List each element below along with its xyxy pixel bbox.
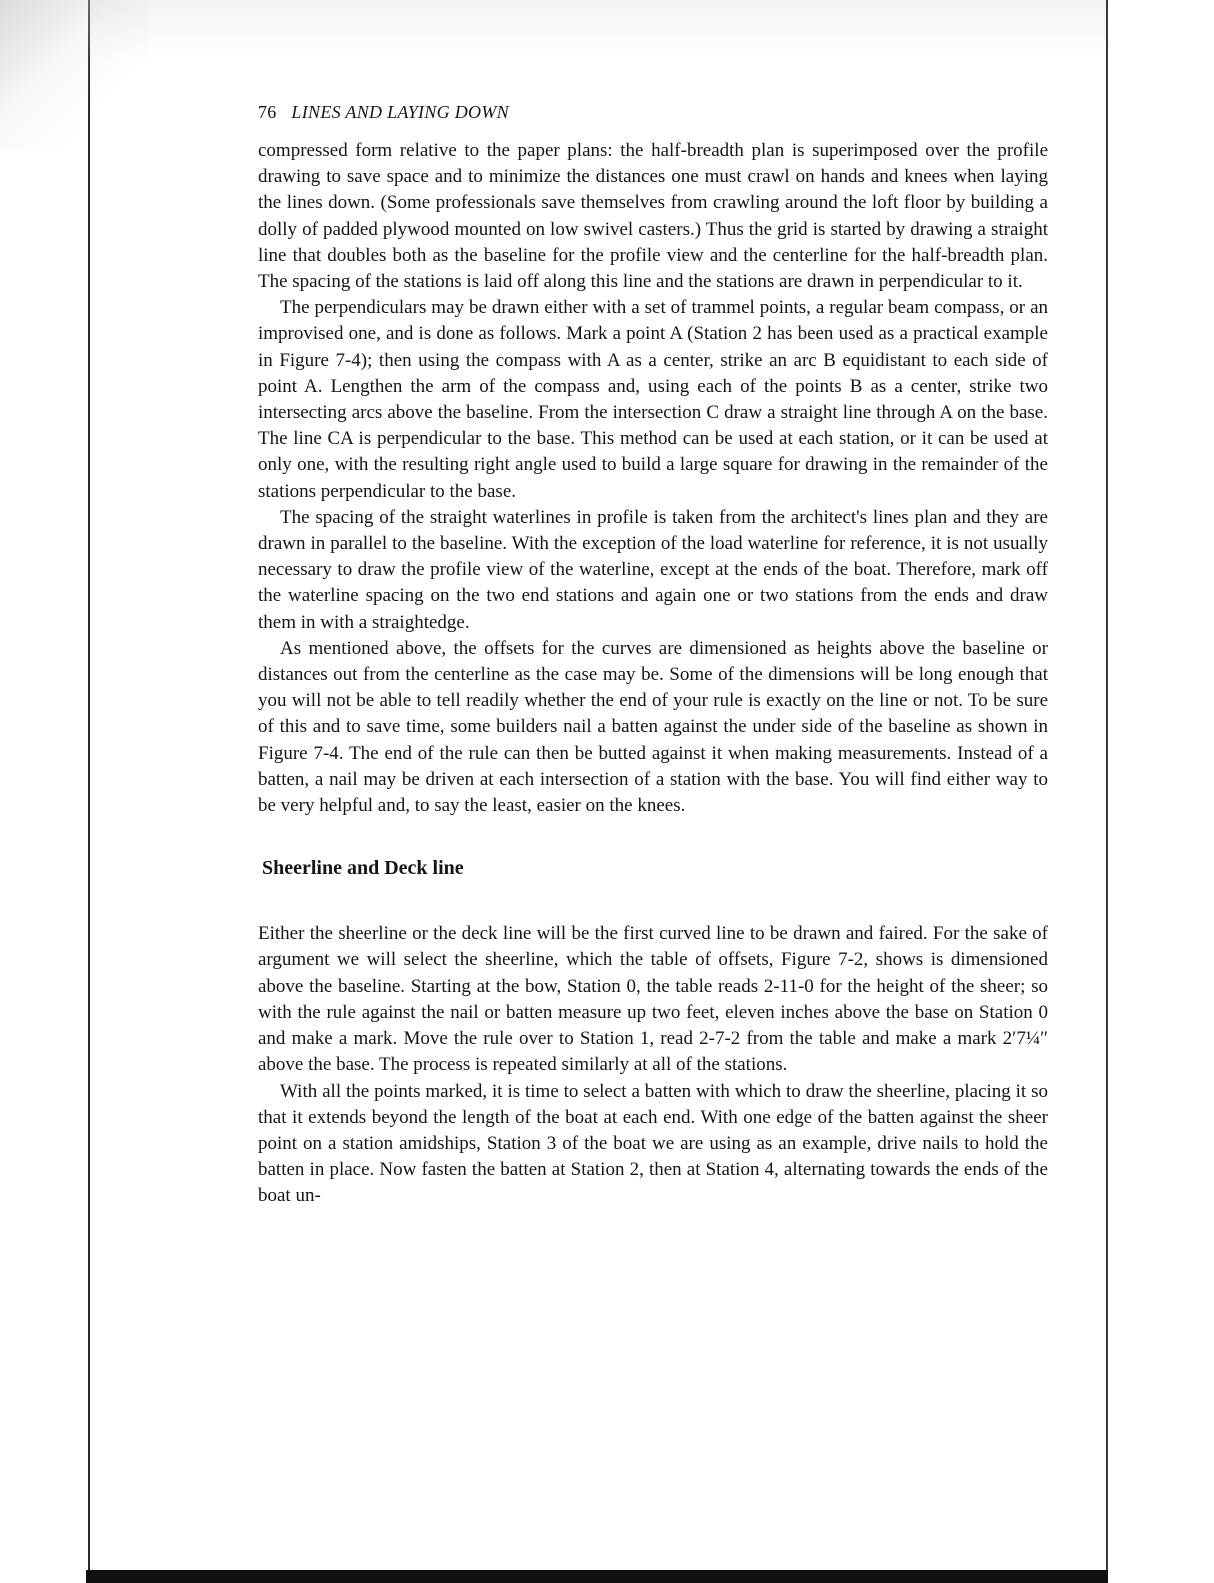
paragraph-batten: With all the points marked, it is time to select a batten with which to draw the sheerline, placing it so that it extends beyond the length of the boat at each end. With one edge of the batten against the sheer point on a station amidships, Station 3 of the boat we are using as an example, drive nails to hold the batten in place. Now fasten the batten at Station 2, then at Station 4, alternating towards the ends of the boat un-	[258, 1080, 1048, 1207]
scan-right-border	[1106, 0, 1108, 1583]
paragraph-perpendiculars: The perpendiculars may be drawn either with a set of trammel points, a regular beam compass, or an improvised one, and is done as follows. Mark a point A (Station 2 has been used as a practical example in Figure 7-4); then using the compass with A as a center, strike an arc B equidistant to each side of point A. Lengthen the arm of the compass and, using each of the points B as a center, strike two intersecting arcs above the baseline. From the intersection C draw a straight line through A on the base. The line CA is perpendicular to the base. This method can be used at each station, or it can be used at only one, with the resulting right angle used to build a large square for drawing in the remainder of the stations perpendicular to the base.	[258, 297, 1048, 502]
paragraph-continued: compressed form relative to the paper plans: the half-breadth plan is superimposed over the profile drawing to save space and to minimize the distances one must crawl on hands and knees when laying the lines down. (Some professionals save themselves from crawling around the loft floor by building a dolly of padded plywood mounted on low swivel casters.) Thus the grid is started by drawing a straight line that doubles both as the baseline for the profile view and the centerline for the half-breadth plan. The spacing of the stations is laid off along this line and the stations are drawn in perpendicular to it.	[258, 140, 1048, 293]
scan-top-shadow	[88, 0, 1108, 60]
book-page	[258, 100, 1048, 1210]
paragraph-offsets: As mentioned above, the offsets for the curves are dimensioned as heights above the baseline or distances out from the centerline as the case may be. Some of the dimensions will be long enough that you will not be able to tell readily whether the end of your rule is exactly on the line or not. To be sure of this and to save time, some builders nail a batten against the under side of the baseline as shown in Figure 7-4. The end of the rule can then be butted against it when making measurements. Instead of a batten, a nail may be driven at each intersection of a station with the base. You will find either way to be very helpful and, to say the least, easier on the knees.	[258, 637, 1048, 817]
section-heading: Sheerline and Deck line	[262, 857, 464, 880]
page-number: 76	[258, 102, 277, 122]
paragraph-waterlines: The spacing of the straight waterlines in profile is taken from the architect's lines plan and they are drawn in parallel to the baseline. With the exception of the load waterline for reference, it is not usually necessary to draw the profile view of the waterline, except at the ends of the boat. Therefore, mark off the waterline spacing on the two end stations and again one or two stations from the ends and draw them in with a straightedge.	[258, 506, 1048, 633]
chapter-title: LINES AND LAYING DOWN	[291, 102, 509, 122]
paragraph-sheerline: Either the sheerline or the deck line will be the first curved line to be drawn and faired. For the sake of argument we will select the sheerline, which the table of offsets, Figure 7-2, shows is dimensioned above the baseline. Starting at the bow, Station 0, the table reads 2-11-0 for the height of the sheer; so with the rule against the nail or batten measure up two feet, eleven inches above the base on Station 0 and make a mark. Move the rule over to Station 1, read 2-7-2 from the table and make a mark 2′7¼″ above the base. The process is repeated similarly at all of the stations.	[258, 923, 1048, 1076]
scan-left-margin	[0, 0, 90, 1583]
scan-bottom-border	[86, 1570, 1108, 1583]
running-head	[258, 100, 1048, 124]
